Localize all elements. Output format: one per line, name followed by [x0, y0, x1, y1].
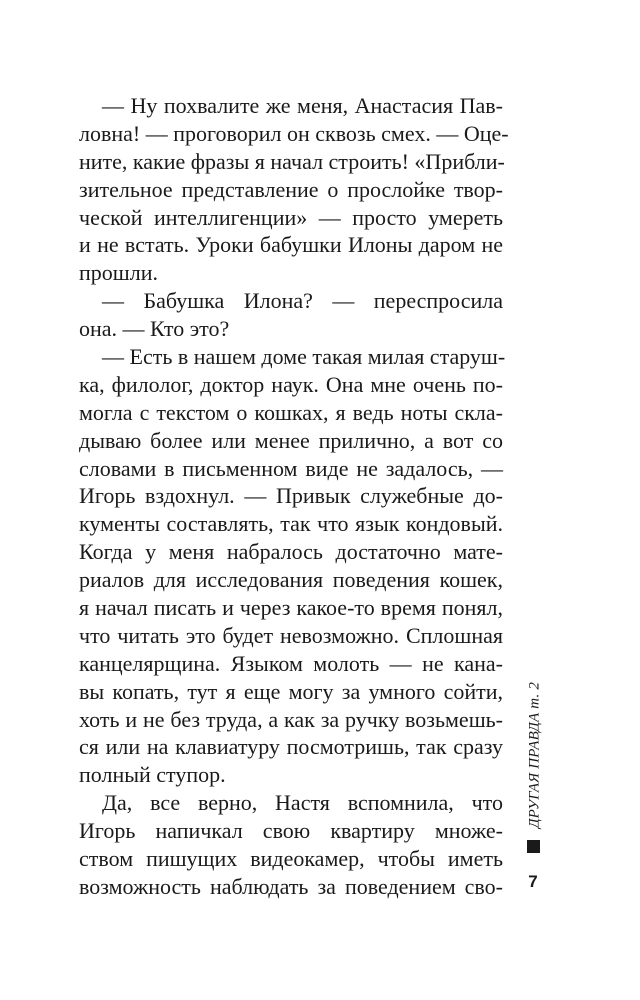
text-line: ните, какие фразы я начал строить! «Прибли-	[79, 148, 505, 174]
text-line: Да, все верно, Настя вспомнила, что	[102, 790, 503, 816]
text-line: Игорь вздохнул. — Привык служебные до-	[79, 483, 503, 509]
text-line: ся или на клавиатуру посмотришь, так сразу	[79, 734, 503, 760]
text-line: зительное представление о прослойке твор-	[79, 176, 503, 202]
text-line: хоть и не без труда, а как за ручку возьмешь-	[79, 706, 503, 732]
text-line: Игорь напичкал свою квартиру множе-	[79, 818, 503, 844]
text-line: могла с текстом о кошках, я ведь ноты скла-	[79, 399, 503, 425]
text-line: ка, филолог, доктор наук. Она мне очень по-	[79, 371, 503, 397]
text-line: риалов для исследования поведения кошек,	[79, 567, 503, 593]
running-head-title: ДРУГАЯ ПРАВДА т. 2	[526, 681, 543, 829]
text-line: полный ступор.	[79, 762, 226, 788]
text-line: и не встать. Уроки бабушки Илоны даром не	[79, 232, 503, 258]
text-line: — Ну похвалите же меня, Анастасия Пав-	[102, 93, 503, 118]
text-line: ловна! — проговорил он сквозь смех. — Оце-	[79, 120, 509, 146]
text-line: канцелярщина. Языком молоть — не кана-	[79, 650, 503, 676]
page-number: 7	[528, 872, 538, 891]
text-line: я начал писать и через какое-то время понял,	[79, 595, 503, 621]
square-bullet-icon	[527, 840, 540, 853]
text-line: вы копать, тут я еще могу за умного сойти,	[79, 678, 503, 704]
text-line: ством пишущих видеокамер, чтобы иметь	[79, 846, 503, 872]
text-line: — Бабушка Илона? — переспросила	[102, 288, 503, 314]
text-line: дываю более или менее прилично, а вот со	[79, 427, 503, 453]
text-line: — Есть в нашем доме такая милая старуш-	[102, 344, 506, 370]
text-line: что читать это будет невозможно. Сплошная	[79, 622, 503, 648]
text-line: прошли.	[79, 260, 158, 286]
text-line: кументы составлять, так что язык кондовый.	[79, 511, 503, 537]
body-text	[79, 92, 509, 901]
text-line: Когда у меня набралось достаточно мате-	[79, 539, 503, 565]
text-line: она. — Кто это?	[79, 316, 230, 342]
text-line: возможность наблюдать за поведением сво-	[79, 873, 503, 899]
running-head	[525, 681, 545, 829]
text-line: словами в письменном виде не задалось, —	[79, 455, 503, 481]
text-line: ческой интеллигенции» — просто умереть	[79, 204, 503, 230]
